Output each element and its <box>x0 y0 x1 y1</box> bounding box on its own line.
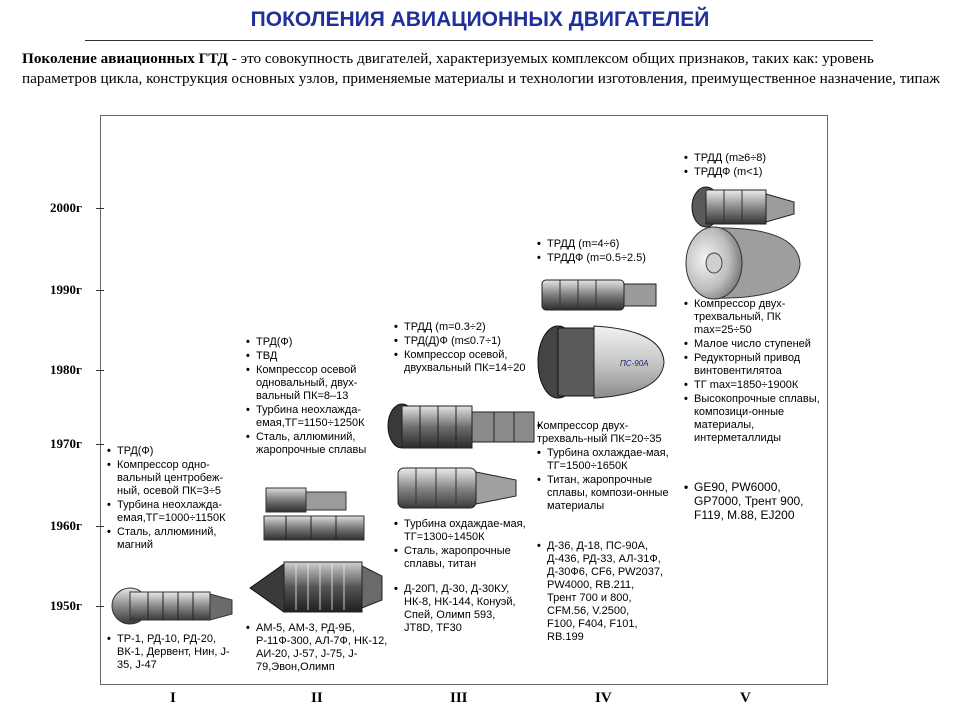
gen2-feature: • Турбина неохлажда-емая,ТГ=1150÷1250К <box>246 404 386 430</box>
gen3-engine-illustration-bottom <box>392 460 522 516</box>
year-tick <box>96 208 104 209</box>
gen3-feature: • ТРД(Д)Ф (m≤0.7÷1) <box>394 335 530 348</box>
year-label-1990: 1990г <box>50 282 82 297</box>
gen1-engine-list <box>107 633 239 673</box>
gen1-engines: • ТР-1, РД-10, РД-20, ВК-1, Дервент, Нин, J-35, J-47 <box>107 633 239 672</box>
gen4-nacelle-label: ПС-90А <box>620 359 649 368</box>
gen2-feature: • ТВД <box>246 350 386 363</box>
gen3-feature: • Сталь, жаропрочные сплавы, титан <box>394 545 530 571</box>
year-tick <box>96 606 104 607</box>
intro-text: - это совокупность двигателей, характеризуемых комплексом общих признаков, таких как: уровень параметров цикла, конструкция основных узлов, применяемые материалы и технологии изготовления, преимущественное назначение, типаж <box>22 50 940 87</box>
gen4-engines-line: PW4000, RB.211, <box>547 579 635 591</box>
gen2-feature: • ТРД(Ф) <box>246 336 386 349</box>
year-label-1960: 1960г <box>50 518 82 533</box>
gen4-engines-line: F100, F404, F101, <box>547 618 638 630</box>
gen5-feature: • ТГ max=1850÷1900К <box>684 379 824 392</box>
gen1-engine-illustration <box>108 580 236 628</box>
gen5-feature: • Высокопрочные сплавы, композици-онные материалы, интерметаллиды <box>684 393 824 445</box>
gen5-features-top <box>684 152 820 180</box>
gen5-engine-illustration-nacelle <box>680 224 804 302</box>
gen3-engine-illustration-top <box>384 398 540 456</box>
gen2-engines: • АМ-5, АМ-3, РД-9Б, Р-11Ф-300, АЛ-7Ф, НК-12, АИ-20, J-57, J-75, J-79,Эвон,Олимп <box>246 622 388 674</box>
year-tick <box>96 444 104 445</box>
gen2-feature: • Сталь, аллюминий, жаропрочные сплавы <box>246 431 386 457</box>
gen5-features <box>684 298 824 446</box>
gen5-feature: • Редукторный привод винтовентилятоа <box>684 352 824 378</box>
year-label-1950: 1950г <box>50 598 82 613</box>
gen4-engines-line: Трент 700 и 800, <box>547 592 632 604</box>
gen5-feature: • Малое число ступеней <box>684 338 824 351</box>
year-label-2000: 2000г <box>50 200 82 215</box>
gen3-feature: • Турбина охдаждае-мая, ТГ=1300÷1450К <box>394 518 530 544</box>
gen2-engine-illustration-small <box>256 478 376 548</box>
gen1-feature: • Сталь, аллюминий, магний <box>107 526 239 552</box>
gen3-engines-line: НК-8, НК-144, Конуэй, <box>404 596 516 608</box>
gen3-engine-list <box>394 583 530 636</box>
gen2-engine-illustration-cutaway <box>246 552 386 620</box>
intro-paragraph <box>22 49 947 89</box>
gen4-engines-line: CFM.56, V.2500, <box>547 605 630 617</box>
gen3-feature: • ТРДД (m=0.3÷2) <box>394 321 530 334</box>
gen3-features <box>394 321 530 376</box>
gen5-feature: • ТРДДФ (m<1) <box>684 166 820 179</box>
gen4-feature: • ТРДДФ (m=0.5÷2.5) <box>537 252 673 265</box>
gen3-engines <box>394 583 530 635</box>
gen2-engine-list <box>246 622 388 675</box>
gen5-engine-list <box>684 480 824 523</box>
gen5-feature: • ТРДД (m≥6÷8) <box>684 152 820 165</box>
year-tick <box>96 370 104 371</box>
gen4-engines-line: RB.199 <box>547 631 584 643</box>
gen2-features <box>246 336 386 458</box>
gen1-features <box>107 445 239 553</box>
gen4-features-top <box>537 238 673 266</box>
intro-term: Поколение авиационных ГТД <box>22 50 228 67</box>
generation-label-1: I <box>170 690 176 706</box>
generation-label-2: II <box>311 690 323 706</box>
gen4-engine-illustration-small <box>538 274 660 316</box>
gen2-feature: • Компрессор осевой одновальный, двух-вальный ПК=8–13 <box>246 364 386 403</box>
gen3-features-lower <box>394 518 530 572</box>
gen5-engines-line: GE90, PW6000, <box>694 480 781 494</box>
gen4-feature: • Турбина охлаждае-мая, ТГ=1500÷1650К <box>537 447 673 473</box>
gen5-engines-line: F119, M.88, EJ200 <box>694 508 795 522</box>
gen4-feature: • Компрессор двух-трехваль-ный ПК=20÷35 <box>537 420 673 446</box>
gen5-engines-line: GP7000, Трент 900, <box>694 494 804 508</box>
gen5-feature: • Компрессор двух-трехвальный, ПК max=25÷50 <box>684 298 824 337</box>
page-title: ПОКОЛЕНИЯ АВИАЦИОННЫХ ДВИГАТЕЛЕЙ <box>250 8 710 31</box>
gen4-engines-line: Д-436, РД-33, АЛ-31Ф, <box>547 553 661 565</box>
year-tick <box>96 526 104 527</box>
gen4-engines <box>537 540 677 644</box>
gen5-engines <box>684 480 824 522</box>
gen1-feature: • ТРД(Ф) <box>107 445 239 458</box>
generation-label-3: III <box>450 690 468 706</box>
generation-label-5: V <box>740 690 751 706</box>
gen3-engines-line: JT8D, TF30 <box>404 622 462 634</box>
gen4-engine-illustration-nacelle <box>534 322 668 402</box>
year-label-1970: 1970г <box>50 436 82 451</box>
gen4-features <box>537 420 673 514</box>
gen4-engines-line: Д-36, Д-18, ПС-90А, <box>547 540 649 552</box>
gen3-feature: • Компрессор осевой, двухвальный ПК=14÷20 <box>394 349 530 375</box>
title-underline <box>85 40 873 41</box>
gen4-feature: • ТРДД (m=4÷6) <box>537 238 673 251</box>
gen4-engines-line: Д-30Ф6, CF6, PW2037, <box>547 566 664 578</box>
gen3-engines-line: Спей, Олимп 593, <box>404 609 496 621</box>
year-tick <box>96 290 104 291</box>
generation-label-4: IV <box>595 690 612 706</box>
gen1-feature: • Компрессор одно-вальный центробеж-ный, осевой ПК=3÷5 <box>107 459 239 498</box>
gen4-feature: • Титан, жаропрочные сплавы, компози-онные материалы <box>537 474 673 513</box>
gen4-engine-list <box>537 540 677 645</box>
year-label-1980: 1980г <box>50 362 82 377</box>
gen1-feature: • Турбина неохлажда-емая,ТГ=1000÷1150К <box>107 499 239 525</box>
gen3-engines-line: Д-20П, Д-30, Д-30КУ, <box>404 583 510 595</box>
